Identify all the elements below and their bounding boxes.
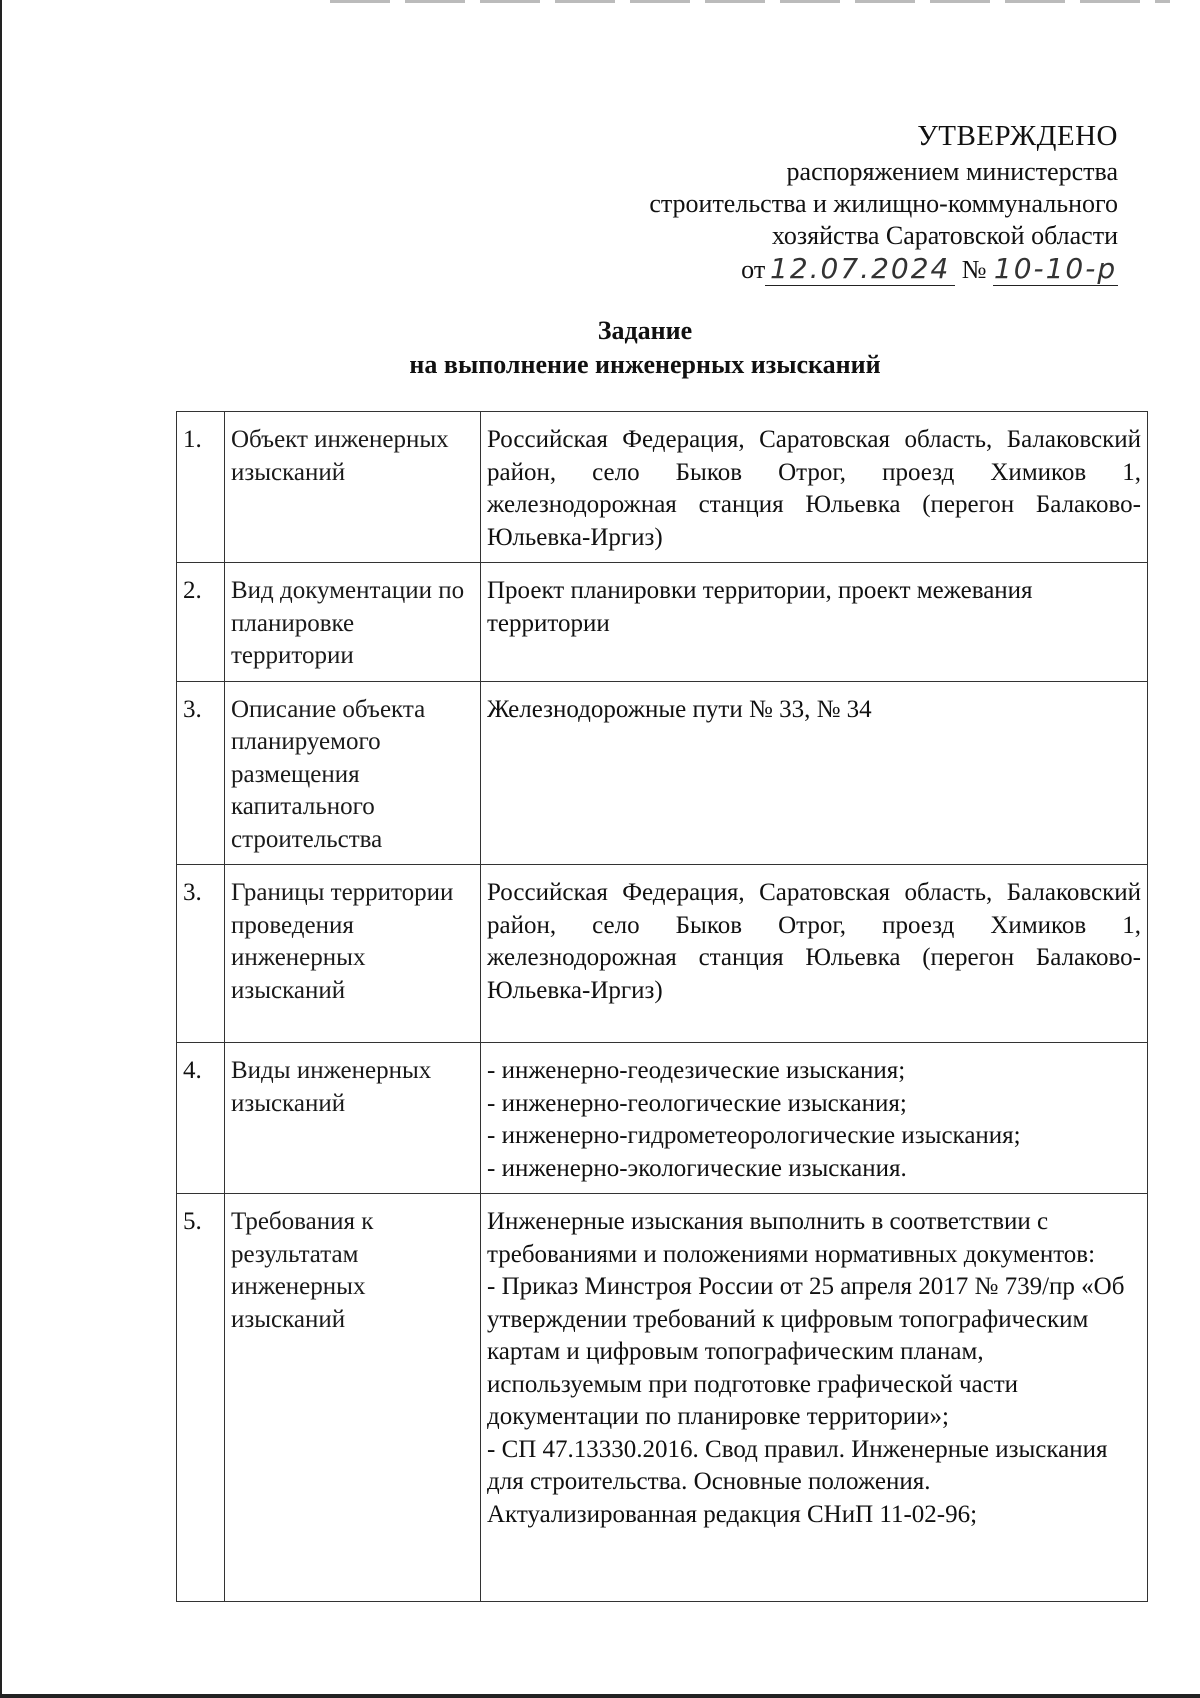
approval-line-1: распоряжением министерства [786, 157, 1118, 186]
date-field [765, 254, 955, 286]
order-details [558, 254, 1118, 290]
survey-type-item: - инженерно-геологические изыскания; [487, 1089, 907, 1117]
row-number: 1. [177, 412, 225, 563]
table-row [177, 681, 1148, 865]
row-value: Российская Федерация, Саратовская область, Балаковский район, село Быков Отрог, проезд Химиков 1, железнодорожная станция Юльевка (перегон Балаково-Юльевка-Иргиз) [481, 865, 1148, 1043]
row-label: Вид документации по планировке территории [225, 563, 481, 682]
number-prefix: № [961, 255, 987, 284]
row-number: 2. [177, 563, 225, 682]
table-row [177, 1194, 1148, 1602]
requirements-table [176, 411, 1148, 1602]
row-label: Виды инженерных изысканий [225, 1043, 481, 1194]
requirement-paragraph: - СП 47.13330.2016. Свод правил. Инженерные изыскания для строительства. Основные положения. Актуализированная редакция СНиП 11-02-96; [487, 1435, 1108, 1528]
number-field [993, 254, 1118, 286]
scan-edge-left [0, 0, 2, 1698]
requirement-paragraph: Инженерные изыскания выполнить в соответствии с требованиями и положениями нормативных документов: [487, 1208, 1096, 1268]
approval-block [558, 116, 1118, 290]
approval-line-3: хозяйства Саратовской области [771, 221, 1118, 250]
title-line-2: на выполнение инженерных изысканий [409, 350, 881, 379]
row-label: Описание объекта планируемого размещения капитального строительства [225, 681, 481, 865]
handwritten-date: 12.07.2024 [770, 252, 951, 285]
row-value: Российская Федерация, Саратовская область, Балаковский район, село Быков Отрог, проезд Химиков 1, железнодорожная станция Юльевка (перегон Балаково-Юльевка-Иргиз) [481, 412, 1148, 563]
row-number: 4. [177, 1043, 225, 1194]
row-label: Объект инженерных изысканий [225, 412, 481, 563]
scan-edge-bottom [0, 1694, 1200, 1698]
approval-line-2: строительства и жилищно-коммунального [649, 189, 1118, 218]
table-row [177, 412, 1148, 563]
row-value: Железнодорожные пути № 33, № 34 [481, 681, 1148, 865]
row-number: 3. [177, 681, 225, 865]
table-row [177, 563, 1148, 682]
row-label: Требования к результатам инженерных изысканий [225, 1194, 481, 1602]
approval-title: УТВЕРЖДЕНО [917, 120, 1118, 152]
table-row [177, 865, 1148, 1043]
document-title [0, 314, 1200, 382]
survey-type-item: - инженерно-геодезические изыскания; [487, 1057, 906, 1084]
row-label: Границы территории проведения инженерных изысканий [225, 865, 481, 1043]
date-prefix: от [741, 255, 766, 284]
row-number: 3. [177, 865, 225, 1043]
survey-type-item: - инженерно-гидрометеорологические изыскания; [487, 1122, 1021, 1149]
row-value [481, 1194, 1148, 1602]
handwritten-number: 10-10-р [993, 252, 1118, 285]
survey-type-item: - инженерно-экологические изыскания. [487, 1154, 907, 1182]
title-line-1: Задание [597, 316, 693, 345]
requirement-paragraph: - Приказ Минстроя России от 25 апреля 2017 № 739/пр «Об утверждении требований к цифровым топографическим картам и цифровым топографическим планам, используемым при подготовке графической части документации по планировке территории»; [487, 1273, 1125, 1430]
row-number: 5. [177, 1194, 225, 1602]
table-row [177, 1043, 1148, 1194]
row-value [481, 1043, 1148, 1194]
scan-edge-top [330, 0, 1170, 3]
row-value: Проект планировки территории, проект межевания территории [481, 563, 1148, 682]
